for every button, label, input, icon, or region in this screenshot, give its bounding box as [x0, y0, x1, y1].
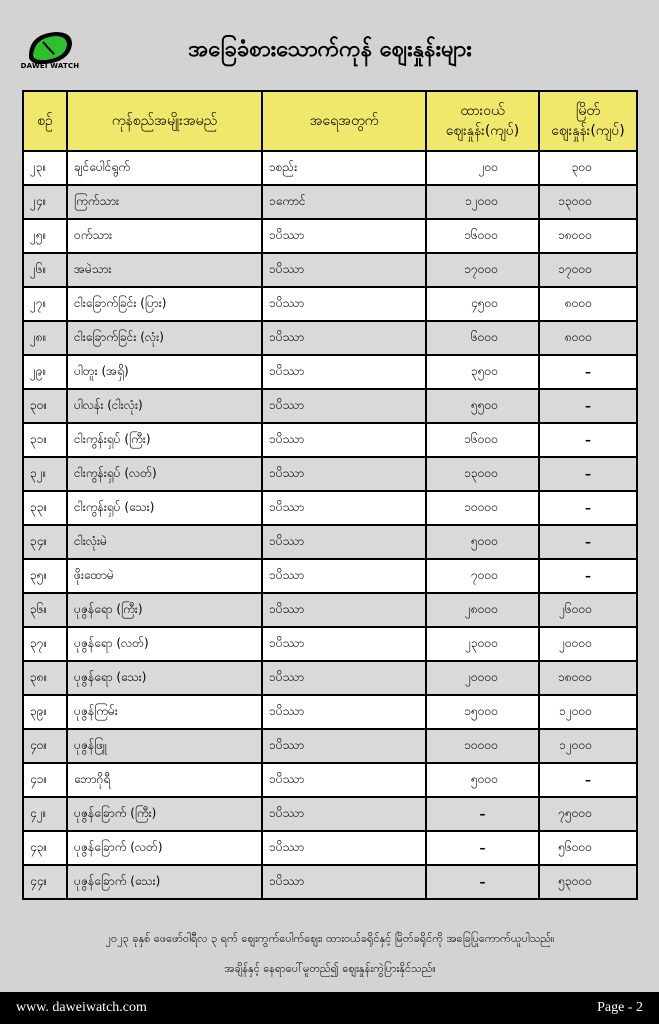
unit-cell: ၁ကောင် [262, 185, 426, 219]
unit-cell: ၁ပိဿာ [262, 491, 426, 525]
wholesale-price-cell: ၁၆၀၀၀ [426, 219, 539, 253]
unit-cell: ၁ပိဿာ [262, 321, 426, 355]
footer-bar [0, 992, 659, 1024]
unit-cell: ၁ပိဿာ [262, 389, 426, 423]
myeik-price-cell: ၂၆၀၀၀ [539, 593, 637, 627]
row-number-cell: ၃၃။ [23, 491, 67, 525]
row-number-cell: ၂၅။ [23, 219, 67, 253]
item-name-cell: ချင်ပေါင်ရွက် [67, 151, 262, 185]
table-row [23, 797, 637, 831]
row-number-cell: ၂၃။ [23, 151, 67, 185]
wholesale-price-cell: ၅၀၀၀ [426, 763, 539, 797]
row-number-cell: ၃၂။ [23, 457, 67, 491]
myeik-price-cell: ၇၅၀၀၀ [539, 797, 637, 831]
wholesale-price-cell: ၅၀၀၀ [426, 525, 539, 559]
item-name-cell: ပုဇွန်ခြောက် (ကြီး) [67, 797, 262, 831]
myeik-price-cell: – [539, 457, 637, 491]
logo-text: DAWEI WATCH [20, 62, 80, 70]
unit-cell: ၁ပိဿာ [262, 525, 426, 559]
row-number-cell: ၃၉။ [23, 695, 67, 729]
myeik-price-cell: – [539, 763, 637, 797]
wholesale-price-cell: ၂၀၀၀၀ [426, 661, 539, 695]
myeik-price-cell: ၁၈၀၀၀ [539, 219, 637, 253]
table-row [23, 661, 637, 695]
row-number-cell: ၃၅။ [23, 559, 67, 593]
table-header-row [23, 91, 637, 151]
unit-cell: ၁ပိဿာ [262, 729, 426, 763]
table-row [23, 627, 637, 661]
row-number-cell: ၂၆။ [23, 253, 67, 287]
unit-cell: ၁စည်း [262, 151, 426, 185]
row-number-cell: ၃၈။ [23, 661, 67, 695]
wholesale-price-cell: – [426, 831, 539, 865]
table-body [23, 151, 637, 899]
wholesale-price-cell: ၅၅၀၀ [426, 389, 539, 423]
item-name-cell: ငါးခြောက်ခြင်း (ပြား) [67, 287, 262, 321]
myeik-price-cell: – [539, 423, 637, 457]
row-number-cell: ၃၁။ [23, 423, 67, 457]
unit-cell: ၁ပိဿာ [262, 627, 426, 661]
wholesale-price-cell: – [426, 865, 539, 899]
item-name-cell: ပုဇွန်ရော (လတ်) [67, 627, 262, 661]
myeik-price-cell: – [539, 355, 637, 389]
table-row [23, 525, 637, 559]
unit-cell: ၁ပိဿာ [262, 355, 426, 389]
footnote-line-2: အချိန်နှင့် နေရာပေါ်မူတည်၍ ဈေးနှုန်းကွဲပြားနိုင်သည်။ [224, 962, 436, 975]
myeik-price-cell: ၂၀၀၀၀ [539, 627, 637, 661]
table-row [23, 865, 637, 899]
item-name-cell: ပုဇွန်ကြမ်း [67, 695, 262, 729]
myeik-price-cell: ၁၃၀၀၀ [539, 185, 637, 219]
row-number-cell: ၂၈။ [23, 321, 67, 355]
row-number-cell: ၄၄။ [23, 865, 67, 899]
price-table [22, 90, 638, 900]
item-name-cell: ပုဇွန်ရော (ကြီး) [67, 593, 262, 627]
table-row [23, 185, 637, 219]
table-row [23, 491, 637, 525]
myeik-price-cell: ၈၀၀၀ [539, 287, 637, 321]
header-no: စဉ် [23, 91, 67, 151]
item-name-cell: ပါတူး (အရှိ) [67, 355, 262, 389]
item-name-cell: ငါးလုံးမဲ [67, 525, 262, 559]
myeik-price-cell: ၁၇၀၀၀ [539, 253, 637, 287]
table-row [23, 151, 637, 185]
unit-cell: ၁ပိဿာ [262, 695, 426, 729]
unit-cell: ၁ပိဿာ [262, 865, 426, 899]
footnote-line-1: ၂၀၂၃ ခုနှစ် ဖေဖော်ဝါရီလ ၃ ရက် ဈေးကွက်ပေါက်ဈေး၊ ထားဝယ်ခရိုင်နှင့် မြိတ်ခရိုင်ကို အခြေပြုကောက်ယူပါသည်။ [105, 932, 555, 945]
myeik-price-cell: ၅၆၀၀၀ [539, 831, 637, 865]
item-name-cell: ကြက်သား [67, 185, 262, 219]
unit-cell: ၁ပိဿာ [262, 763, 426, 797]
wholesale-price-cell: ၆၀၀၀ [426, 321, 539, 355]
item-name-cell: ပုဇွန်ဖြူ [67, 729, 262, 763]
table-row [23, 423, 637, 457]
wholesale-price-cell: ၂၈၀၀၀ [426, 593, 539, 627]
row-number-cell: ၃၀။ [23, 389, 67, 423]
item-name-cell: ပါလန်း (ငါးလုံး) [67, 389, 262, 423]
item-name-cell: ငါးကွန်းရှပ် (လတ်) [67, 457, 262, 491]
header-wholesale [426, 91, 539, 151]
wholesale-price-cell: ၇၀၀၀ [426, 559, 539, 593]
item-name-cell: ပုဇွန်ရော (သေး) [67, 661, 262, 695]
table-row [23, 389, 637, 423]
table-row [23, 559, 637, 593]
myeik-price-cell: – [539, 559, 637, 593]
row-number-cell: ၃၄။ [23, 525, 67, 559]
row-number-cell: ၂၉။ [23, 355, 67, 389]
item-name-cell: ငါးကွန်းရှပ် (ကြီး) [67, 423, 262, 457]
unit-cell: ၁ပိဿာ [262, 219, 426, 253]
wholesale-price-cell: ၁၅၀၀၀ [426, 695, 539, 729]
table-row [23, 321, 637, 355]
wholesale-price-cell: ၂၃၀၀၀ [426, 627, 539, 661]
myeik-price-cell: – [539, 491, 637, 525]
item-name-cell: အမဲသား [67, 253, 262, 287]
row-number-cell: ၃၆။ [23, 593, 67, 627]
header-wholesale-line2: ဈေးနှုန်း(ကျပ်) [445, 123, 520, 139]
wholesale-price-cell: ၄၅၀၀ [426, 287, 539, 321]
myeik-price-cell: ၁၂၀၀၀ [539, 729, 637, 763]
myeik-price-cell: ၁၂၀၀၀ [539, 695, 637, 729]
row-number-cell: ၃၇။ [23, 627, 67, 661]
row-number-cell: ၄၃။ [23, 831, 67, 865]
wholesale-price-cell: ၁၀၀၀၀ [426, 729, 539, 763]
header-myeik [539, 91, 637, 151]
wholesale-price-cell: ၁၀၀၀၀ [426, 491, 539, 525]
wholesale-price-cell: ၁၃၀၀၀ [426, 457, 539, 491]
myeik-price-cell: – [539, 525, 637, 559]
unit-cell: ၁ပိဿာ [262, 287, 426, 321]
row-number-cell: ၂၇။ [23, 287, 67, 321]
table-row [23, 287, 637, 321]
table-row [23, 355, 637, 389]
wholesale-price-cell: – [426, 797, 539, 831]
table-row [23, 695, 637, 729]
unit-cell: ၁ပိဿာ [262, 423, 426, 457]
row-number-cell: ၄၂။ [23, 797, 67, 831]
unit-cell: ၁ပိဿာ [262, 831, 426, 865]
table-row [23, 763, 637, 797]
wholesale-price-cell: ၁၂၀၀၀ [426, 185, 539, 219]
myeik-price-cell: ၈၀၀၀ [539, 321, 637, 355]
row-number-cell: ၄၁။ [23, 763, 67, 797]
item-name-cell: ငါးခြောက်ခြင်း (လုံး) [67, 321, 262, 355]
wholesale-price-cell: ၃၅၀၀ [426, 355, 539, 389]
header-item: ကုန်စည်အမျိုးအမည် [67, 91, 262, 151]
wholesale-price-cell: ၁၆၀၀၀ [426, 423, 539, 457]
wholesale-price-cell: ၁၇၀၀၀ [426, 253, 539, 287]
item-name-cell: ပုဇွန်ခြောက် (လတ်) [67, 831, 262, 865]
unit-cell: ၁ပိဿာ [262, 253, 426, 287]
wholesale-price-cell: ၂၀၀ [426, 151, 539, 185]
item-name-cell: ပုဇွန်ခြောက် (သေး) [67, 865, 262, 899]
table-row [23, 457, 637, 491]
myeik-price-cell: ၅၃၀၀၀ [539, 865, 637, 899]
table-row [23, 831, 637, 865]
myeik-price-cell: ၁၈၀၀၀ [539, 661, 637, 695]
table-row [23, 219, 637, 253]
table-row [23, 593, 637, 627]
page-title: အခြေခံစားသောက်ကုန် ဈေးနှုန်းများ [188, 37, 472, 62]
row-number-cell: ၄၀။ [23, 729, 67, 763]
unit-cell: ၁ပိဿာ [262, 559, 426, 593]
header-wholesale-line1: ထားဝယ် [460, 103, 505, 119]
table-row [23, 253, 637, 287]
row-number-cell: ၂၄။ [23, 185, 67, 219]
website-link[interactable]: www. daweiwatch.com [16, 1000, 147, 1015]
myeik-price-cell: ၃၀၀ [539, 151, 637, 185]
table-row [23, 729, 637, 763]
header-myeik-line2: ဈေးနှုန်း(ကျပ်) [551, 123, 625, 139]
unit-cell: ၁ပိဿာ [262, 457, 426, 491]
page-number: Page - 2 [597, 1000, 643, 1015]
item-name-cell: ဝက်သား [67, 219, 262, 253]
item-name-cell: ဖိုးထောမဲ [67, 559, 262, 593]
header-myeik-line1: မြိတ် [576, 103, 600, 119]
unit-cell: ၁ပိဿာ [262, 797, 426, 831]
item-name-cell: ဘောဂိုရီ [67, 763, 262, 797]
header-unit: အရေအတွက် [262, 91, 426, 151]
footnote [14, 924, 646, 984]
myeik-price-cell: – [539, 389, 637, 423]
unit-cell: ၁ပိဿာ [262, 661, 426, 695]
item-name-cell: ငါးကွန်းရှပ် (သေး) [67, 491, 262, 525]
unit-cell: ၁ပိဿာ [262, 593, 426, 627]
